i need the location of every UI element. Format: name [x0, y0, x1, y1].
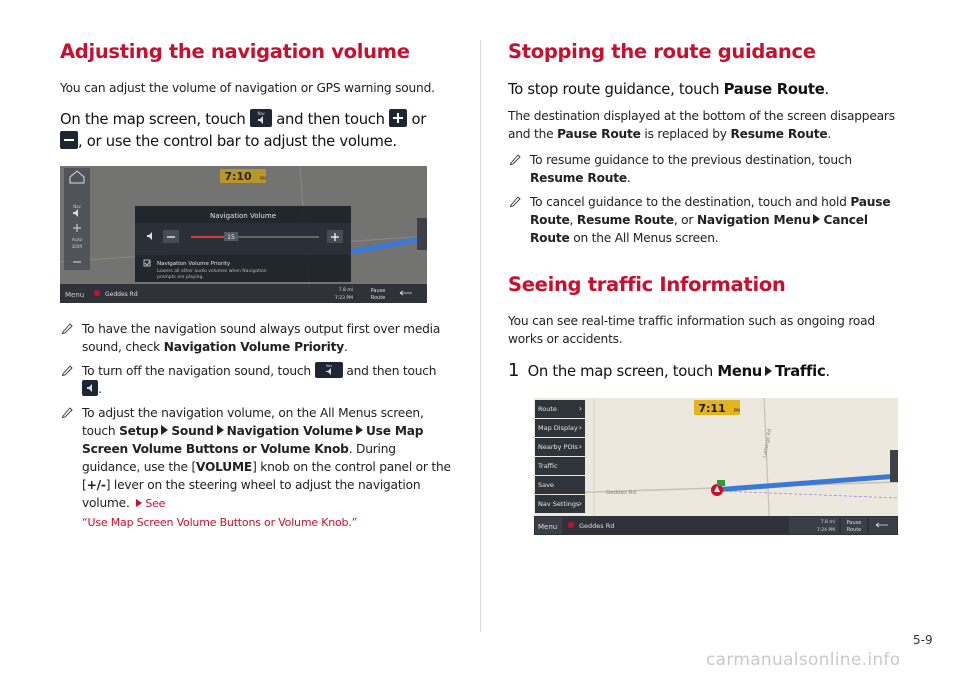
arrow-right-icon: [765, 366, 772, 376]
note-pencil-icon: [60, 405, 74, 419]
screen-menu-item-route[interactable]: Route ›: [535, 400, 585, 418]
arrow-right-icon: [356, 425, 363, 435]
stop-guidance-para: The destination displayed at the bottom of the screen disappears and the Pause Route is replaced by Resume Route.: [508, 109, 895, 141]
section-title-stop-guidance: Stopping the route guidance: [508, 40, 816, 63]
svg-text:Geddes Rd: Geddes Rd: [579, 522, 615, 530]
note-pencil-icon: [60, 363, 74, 377]
screen-menu-item-save[interactable]: Save: [535, 476, 585, 494]
stop-guidance-lead: To stop route guidance, touch Pause Route.: [508, 81, 829, 98]
chevron-right-icon: ›: [578, 499, 582, 508]
plus-icon: [389, 109, 407, 127]
right-column: [508, 40, 900, 533]
screen-menu-item-traffic[interactable]: Traffic: [535, 457, 585, 475]
svg-text:Nav: Nav: [257, 111, 265, 116]
arrow-right-icon: [217, 425, 224, 435]
svg-text:Pause: Pause: [846, 520, 862, 526]
note-priority: To have the navigation sound always output first over media sound, check Navigation Volume Priority.: [60, 320, 450, 356]
mute-speaker-icon: [82, 380, 98, 396]
nav-volume-icon: [250, 109, 272, 127]
chevron-right-icon: ›: [578, 404, 582, 413]
column-divider: [480, 40, 481, 632]
nav-menu-list: [535, 400, 585, 514]
arrow-right-icon: [813, 214, 820, 224]
svg-text:PM: PM: [734, 408, 740, 413]
svg-text:7:11: 7:11: [698, 402, 726, 415]
traffic-step: 1 On the map screen, touch Menu Traffic.: [508, 360, 830, 381]
section-title-traffic: Seeing traffic Information: [508, 273, 786, 296]
note-turn-off: To turn off the navigation sound, touch Nav and then touch .: [60, 362, 450, 398]
svg-text:15: 15: [227, 234, 235, 241]
minus-icon: [60, 131, 78, 149]
note-cancel: To cancel guidance to the destination, touch and hold Pause Route, Resume Route, or Navigation Menu Cancel Route on the All Menus screen.: [508, 193, 900, 247]
traffic-menu-screenshot: [534, 398, 898, 535]
svg-text:prompts are playing.: prompts are playing.: [157, 275, 204, 280]
svg-text:7.8 mi: 7.8 mi: [820, 520, 835, 525]
svg-text:300ft: 300ft: [71, 244, 83, 249]
see-reference-text[interactable]: “Use Map Screen Volume Buttons or Volume Knob.”: [82, 516, 358, 529]
svg-text:Menu: Menu: [538, 523, 558, 531]
svg-text:Lattorge Rd: Lattorge Rd: [762, 428, 774, 459]
svg-text:PM: PM: [260, 176, 266, 181]
svg-text:7:23 PM: 7:23 PM: [334, 296, 353, 301]
see-reference-link[interactable]: See: [145, 497, 166, 510]
intro-text: You can adjust the volume of navigation or GPS warning sound.: [60, 81, 435, 95]
screen-menu-item-nearby-pois[interactable]: Nearby POIs ›: [535, 438, 585, 456]
svg-text:7:24 PM: 7:24 PM: [816, 528, 835, 533]
page-number: 5-9: [913, 633, 933, 647]
arrow-right-icon: [161, 425, 168, 435]
section-title-navigation-volume: Adjusting the navigation volume: [60, 40, 410, 63]
note-adjust-volume: To adjust the navigation volume, on the All Menus screen, touch Setup Sound Navigation Volume Use Map Screen Volume Buttons or Volume Knob. During guidance, use the [VOLUME] knob on the control panel or the [+/-] lever on the steering wheel to adjust the navigation volume. See “Use Map Screen Volume Buttons or Volume Knob.”: [60, 404, 455, 532]
svg-text:Nav: Nav: [325, 364, 332, 368]
screen-menu-item-nav-settings[interactable]: Nav Settings ›: [535, 495, 585, 513]
step-instruction: On the map screen, touch Nav and then touch or , or use the control bar to adjust the volume.: [60, 111, 427, 150]
svg-text:7.8 mi: 7.8 mi: [338, 288, 353, 293]
svg-text:Route: Route: [846, 527, 862, 533]
chevron-right-icon: ›: [578, 423, 582, 432]
step-number: 1: [508, 360, 520, 381]
svg-text:Nav: Nav: [73, 204, 81, 209]
chevron-right-icon: ›: [578, 442, 582, 451]
svg-text:Navigation Volume: Navigation Volume: [209, 212, 277, 220]
note-pencil-icon: [60, 321, 74, 335]
svg-text:Pause: Pause: [370, 288, 386, 294]
svg-text:Route: Route: [370, 295, 386, 301]
note-pencil-icon: [508, 152, 522, 166]
watermark: carmanualsonline.info: [706, 650, 901, 670]
note-pencil-icon: [508, 194, 522, 208]
screen-menu-item-map-display[interactable]: Map Display ›: [535, 419, 585, 437]
svg-text:Geddes Rd: Geddes Rd: [105, 291, 138, 298]
svg-text:Geddes Rd: Geddes Rd: [606, 490, 636, 496]
see-arrow-icon: [136, 499, 142, 507]
svg-text:7:10: 7:10: [224, 170, 252, 183]
svg-text:Menu: Menu: [65, 291, 85, 299]
svg-text:Auto: Auto: [71, 238, 83, 243]
svg-text:Navigation Volume Priority: Navigation Volume Priority: [157, 261, 231, 267]
note-resume: To resume guidance to the previous destination, touch Resume Route.: [508, 151, 900, 187]
nav-volume-icon: [315, 362, 343, 378]
traffic-intro: You can see real-time traffic information such as ongoing road works or accidents.: [508, 314, 875, 346]
svg-text:Lowers all other audio volumes: Lowers all other audio volumes when Navigation: [157, 269, 267, 274]
left-column: [60, 40, 451, 529]
navigation-volume-screenshot: [60, 166, 427, 303]
